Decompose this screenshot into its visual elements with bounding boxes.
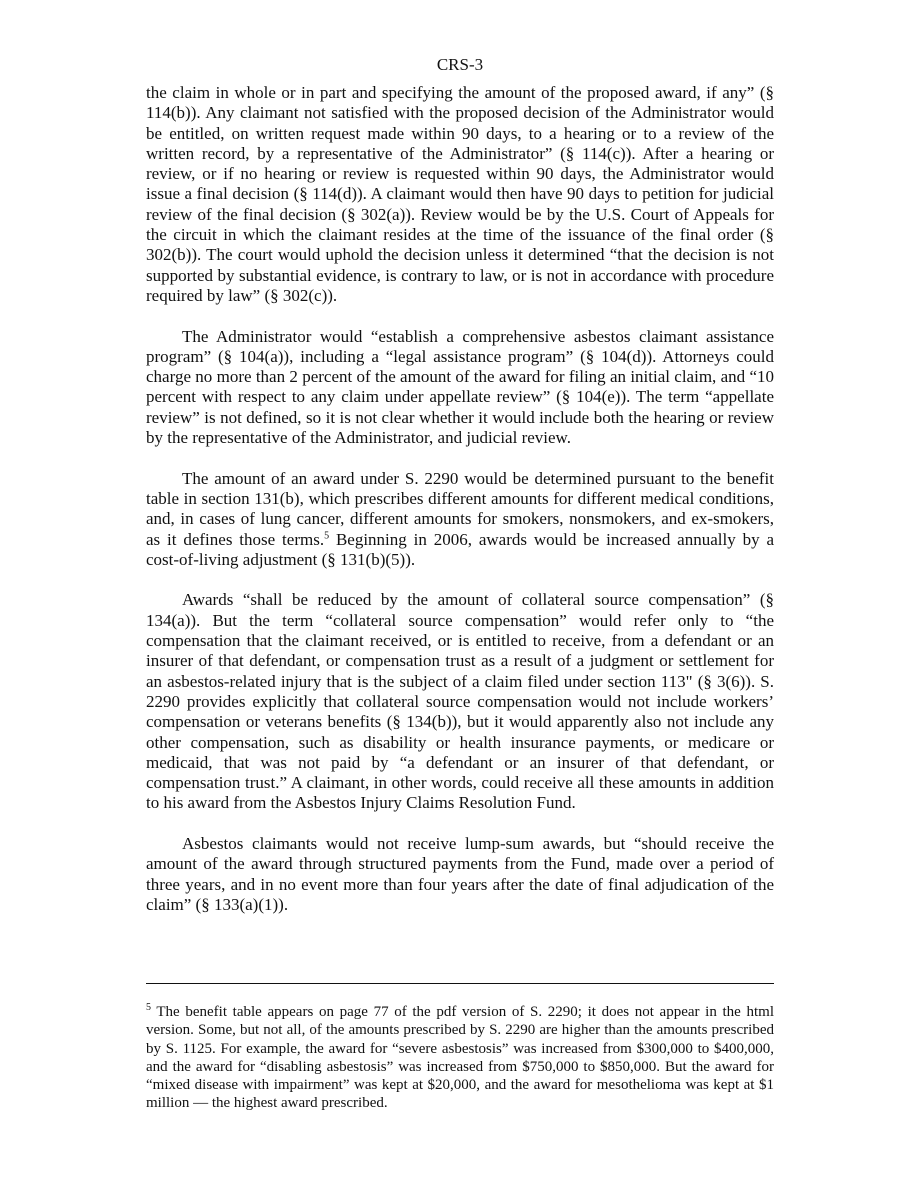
- footnote-divider: [146, 983, 774, 984]
- footnote-paragraph: [146, 1003, 774, 1113]
- paragraph-structured-payments: Asbestos claimants would not receive lump-sum awards, but “should receive the amount of the award through structured payments from the Fund, made over a period of three years, and in no event more than four years after the date of final adjudication of the claim” (§ 133(a)(1)).: [146, 833, 774, 914]
- paragraph-continuation: the claim in whole or in part and specifying the amount of the proposed award, if any” (§ 114(b)). Any claimant not satisfied with the proposed decision of the Administrator would be entitled, on written request made within 90 days, to a hearing or to a review of the written record, by a representative of the Administrator” (§ 114(c)). After a hearing or review, or if no hearing or review is requested within 90 days, the Administrator would issue a final decision (§ 114(d)). A claimant would then have 90 days to petition for judicial review of the final decision (§ 302(a)). Review would be by the U.S. Court of Appeals for the circuit in which the claimant resides at the time of the issuance of the final order (§ 302(b)). The court would uphold the decision unless it determined “that the decision is not supported by substantial evidence, is contrary to law, or is not in accordance with procedure required by law” (§ 302(c)).: [146, 83, 774, 305]
- body-text: [146, 83, 774, 935]
- footnote: [146, 1003, 774, 1113]
- paragraph-claimant-assistance: The Administrator would “establish a comprehensive asbestos claimant assistance program” (§ 104(a)), including a “legal assistance program” (§ 104(d)). Attorneys could charge no more than 2 percent of the amount of the award for filing an initial claim, and “10 percent with respect to any claim under appellate review” (§ 104(e)). The term “appellate review” is not defined, so it is not clear whether it would include both the hearing or review by the representative of the Administrator, and judicial review.: [146, 326, 774, 448]
- paragraph-award-amount: [146, 469, 774, 570]
- footnote-reference: 5: [324, 529, 330, 541]
- paragraph-award-text: The amount of an award under S. 2290 would be determined pursuant to the benefit table in section 131(b), which prescribes different amounts for different medical conditions, and, in cases of lung cancer, different amounts for smokers, nonsmokers, and ex-smokers, as it defines those terms.: [146, 468, 774, 549]
- footnote-number: 5: [146, 1002, 151, 1013]
- paragraph-award-text-continued: Beginning in 2006, awards would be increased annually by a cost-of-living adjustment (§ 131(b)(5)).: [146, 529, 774, 569]
- paragraph-collateral-source: Awards “shall be reduced by the amount of collateral source compensation” (§ 134(a)). But the term “collateral source compensation” would refer only to “the compensation that the claimant received, or is entitled to receive, from a defendant or an insurer of that defendant, or compensation trust as a result of a judgment or settlement for an asbestos-related injury that is the subject of a claim filed under section 113" (§ 3(6)). S. 2290 provides explicitly that collateral source compensation would not include workers’ compensation or veterans benefits (§ 134(b)), but it would apparently also not include any other compensation, such as disability or health insurance payments, or medicare or medicaid, that was not paid by “a defendant or an insurer of that defendant, or compensation trust.” A claimant, in other words, could receive all these amounts in addition to his award from the Asbestos Injury Claims Resolution Fund.: [146, 590, 774, 813]
- footnote-text: The benefit table appears on page 77 of the pdf version of S. 2290; it does not appear in the html version. Some, but not all, of the amounts prescribed by S. 2290 are higher than the amounts prescribed by S. 1125. For example, the award for “severe asbestosis” was increased from $300,000 to $400,000, and the award for “disabling asbestosis” was increased from $750,000 to $850,000. But the award for “mixed disease with impairment” was kept at $20,000, and the award for mesothelioma was kept at $1 million — the highest award prescribed.: [146, 1004, 774, 1112]
- page-header: CRS-3: [436, 55, 484, 74]
